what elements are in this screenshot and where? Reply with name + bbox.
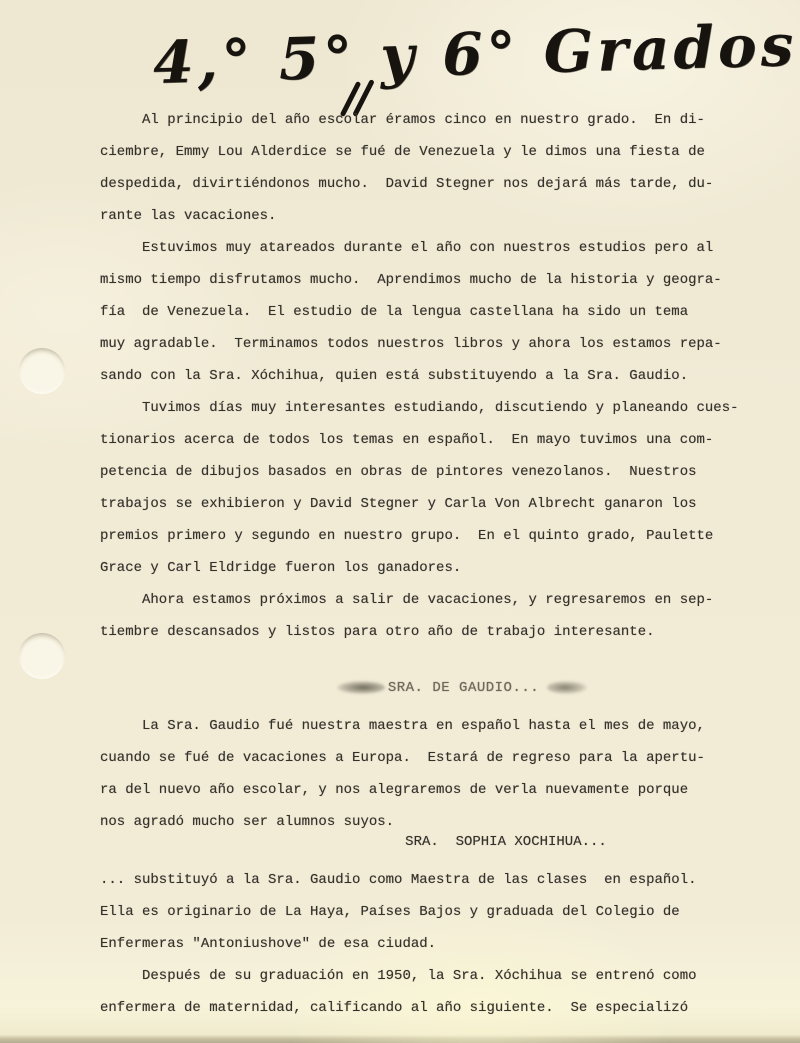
paragraph-xochihua-bio [100,864,760,960]
typed-line: mismo tiempo disfrutamos mucho. Aprendimos mucho de la historia y geogra- [100,272,722,288]
typed-line: Enfermeras "Antoniushove" de esa ciudad. [100,936,437,952]
typed-line: premios primero y segundo en nuestro grupo. En el quinto grado, Paulette [100,528,714,544]
typed-line: Tuvimos días muy interesantes estudiando, discutiendo y planeando cues- [100,400,739,416]
ink-smudge-right [547,681,587,694]
typed-line: ciembre, Emmy Lou Alderdice se fué de Venezuela y le dimos una fiesta de [100,144,705,160]
paragraph-vacations [100,584,760,648]
paragraph-contest [100,392,760,584]
typed-line: despedida, divirtiéndonos mucho. David Stegner nos dejará más tarde, du- [100,176,714,192]
typed-line: Ella es originario de La Haya, Países Bajos y graduada del Colegio de [100,904,680,920]
handwritten-title: 4,° 5° y 6° Grados [152,11,798,97]
paragraph-xochihua-training [100,960,760,1024]
section-heading-gaudio [132,672,792,704]
section-heading-xochihua: SRA. SOPHIA XOCHIHUA... [405,834,607,850]
typed-line: cuando se fué de vacaciones a Europa. Estará de regreso para la apertu- [100,750,705,766]
page-title-area [0,10,800,114]
typed-line: petencia de dibujos basados en obras de pintores venezolanos. Nuestros [100,464,697,480]
hole-punch-bottom [19,633,65,679]
paragraph-intro [100,104,760,232]
typed-line: Estuvimos muy atareados durante el año con nuestros estudios pero al [100,240,714,256]
typed-line: fía de Venezuela. El estudio de la lengua castellana ha sido un tema [100,304,689,320]
typed-line: ... substituyó a la Sra. Gaudio como Maestra de las clases en español. [100,872,697,888]
heading-text: SRA. DE GAUDIO... [387,680,540,696]
typed-line: trabajos se exhibieron y David Stegner y Carla Von Albrecht ganaron los [100,496,697,512]
typed-line: Después de su graduación en 1950, la Sra. Xóchihua se entrenó como [100,968,697,984]
typed-line: Grace y Carl Eldridge fueron los ganadores. [100,560,462,576]
typed-line: enfermera de maternidad, calificando al año siguiente. Se especializó [100,1000,689,1016]
typed-line: muy agradable. Terminamos todos nuestros libros y ahora los estamos repa- [100,336,722,352]
typed-line: La Sra. Gaudio fué nuestra maestra en español hasta el mes de mayo, [100,718,705,734]
typed-line: sando con la Sra. Xóchihua, quien está substituyendo a la Sra. Gaudio. [100,368,689,384]
typed-line: Ahora estamos próximos a salir de vacaciones, y regresaremos en sep- [100,592,714,608]
paragraph-gaudio [100,710,760,838]
typed-line: tionarios acerca de todos los temas en español. En mayo tuvimos una com- [100,432,714,448]
paragraph-studies [100,232,760,392]
typed-line: ra del nuevo año escolar, y nos alegraremos de verla nuevamente porque [100,782,689,798]
typed-line: nos agradó mucho ser alumnos suyos. [100,814,395,830]
ink-smudge-left [337,681,385,694]
hole-punch-top [19,348,65,394]
typed-line: tiembre descansados y listos para otro año de trabajo interesante. [100,624,655,640]
typed-line: rante las vacaciones. [100,208,277,224]
typed-content [100,104,760,1024]
typed-line: Al principio del año escolar éramos cinco en nuestro grado. En di- [100,112,705,128]
